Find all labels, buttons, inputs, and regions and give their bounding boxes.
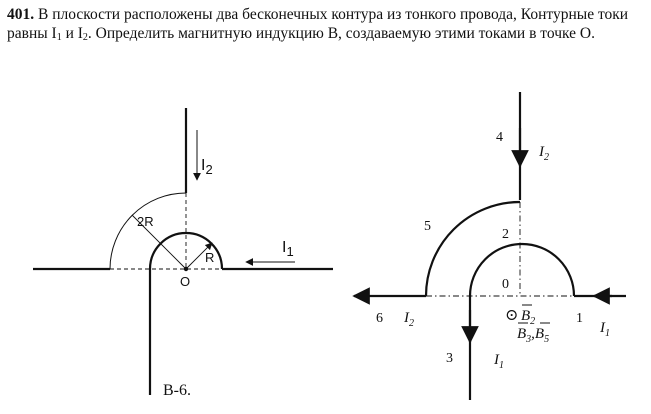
problem-text-1: В плоскости расположены два бесконечных контура из тонкого провода, Контурные токи равны I <box>7 6 629 42</box>
left-label-r: R <box>205 250 215 265</box>
left-label-2r: 2R <box>137 214 154 229</box>
left-label-i2: $I_2$ <box>201 157 213 177</box>
right-label-b2: $B_2$ <box>521 308 536 327</box>
figure-caption: В-6. <box>163 382 191 399</box>
problem-text-2: и I <box>61 25 83 42</box>
right-label-seg-3: 3 <box>446 351 453 366</box>
left-center-point <box>184 267 188 271</box>
right-label-i1-right: $I_1$ <box>600 320 610 339</box>
right-wire-seg-2-arc <box>470 244 574 296</box>
right-label-seg-1: 1 <box>576 311 583 326</box>
right-label-seg-6: 6 <box>376 311 383 326</box>
problem-sub-1: 1 <box>56 32 62 43</box>
right-label-seg-2: 2 <box>502 227 509 242</box>
right-label-i2-left: $I_2$ <box>404 310 414 329</box>
left-label-i1: $I_1$ <box>282 239 294 259</box>
problem-number: 401. <box>7 6 35 23</box>
left-label-o: O <box>180 274 191 289</box>
problem-text-3: . Определить магнитную индукцию B, создаваемую этими токами в точке O. <box>87 25 595 42</box>
right-label-seg-5: 5 <box>424 219 431 234</box>
right-label-i2-top: $I_2$ <box>539 144 549 163</box>
right-label-b3-b5: $B_3,B_5$ <box>517 326 550 345</box>
left-labels <box>137 157 294 399</box>
right-labels <box>376 130 610 371</box>
right-label-seg-0: 0 <box>502 277 509 292</box>
right-label-seg-4: 4 <box>496 130 503 145</box>
dot-symbol-icon: ⊙ <box>505 307 519 324</box>
right-label-i1-bottom: $I_1$ <box>494 352 504 371</box>
problem-sub-2: 2 <box>82 32 88 43</box>
right-figure <box>354 92 626 400</box>
